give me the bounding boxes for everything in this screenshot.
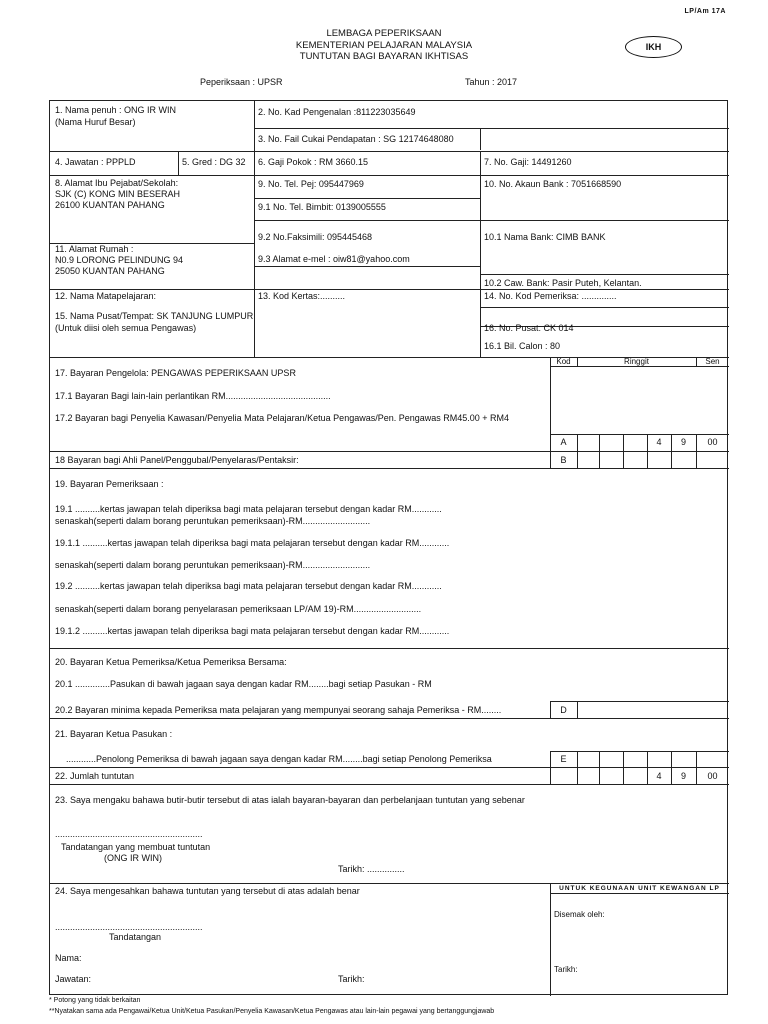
col-ringgit: Ringgit [624, 357, 649, 366]
field-mobile-phone: 9.1 No. Tel. Bimbit: 0139005555 [258, 202, 386, 212]
field-fax: 9.2 No.Faksimili: 095445468 [258, 232, 373, 242]
field-home-address-line2: 25050 KUANTAN PAHANG [55, 266, 165, 276]
col-kod: Kod [556, 357, 571, 366]
field-home-address-line1: N0.9 LORONG PELINDUNG 94 [55, 255, 184, 265]
exam-label: Peperiksaan : UPSR [200, 77, 283, 87]
payment-21-detail: ............Penolong Pemeriksa di bawah jagaan saya dengan kadar RM........bagi setiap Penolong Pemeriksa [66, 754, 492, 764]
payment-21: 21. Bayaran Ketua Pasukan : [55, 729, 173, 739]
field-salary-number: 7. No. Gaji: 14491260 [484, 157, 572, 167]
total-digit2: 9 [680, 771, 686, 781]
amount-a-digit2: 9 [680, 437, 686, 447]
field-basic-salary: 6. Gaji Pokok : RM 3660.15 [258, 157, 369, 167]
field-paper-code: 13. Kod Kertas:.......... [258, 291, 346, 301]
payment-19-2: 19.2 ..........kertas jawapan telah diperiksa bagi mata pelajaran tersebut dengan kadar RM............ [55, 581, 442, 591]
office-date-label: Tarikh: [554, 965, 578, 974]
field-bank-branch: 10.2 Caw. Bank: Pasir Puteh, Kelantan. [484, 278, 642, 288]
field-office-address: 8. Alamat Ibu Pejabat/Sekolah: [55, 178, 179, 188]
field-office-phone: 9. No. Tel. Pej: 095447969 [258, 179, 364, 189]
verifier-position-label: Jawatan: [55, 974, 92, 984]
field-position: 4. Jawatan : PPPLD [55, 157, 136, 167]
payment-20-1: 20.1 ..............Pasukan di bawah jagaan saya dengan kadar RM........bagi setiap Pasukan - RM [55, 679, 432, 689]
ikh-badge: IKH [625, 36, 682, 58]
checked-by-label: Disemak oleh: [554, 910, 605, 919]
field-centre-name: 15. Nama Pusat/Tempat: SK TANJUNG LUMPUR [55, 311, 254, 321]
total-sen: 00 [707, 771, 718, 781]
field-email: 9.3 Alamat e-mel : oiw81@yahoo.com [258, 254, 410, 264]
payment-20-2: 20.2 Bayaran minima kepada Pemeriksa mata pelajaran yang mempunyai seorang sahaja Pemeriksa - RM........ [55, 705, 502, 715]
field-bank-account: 10. No. Akaun Bank : 7051668590 [484, 179, 622, 189]
signature-line: ........................................................... [55, 829, 203, 839]
declaration-24: 24. Saya mengesahkan bahawa tuntutan yang tersebut di atas adalah benar [55, 886, 360, 896]
field-subject-name: 12. Nama Matapelajaran: [55, 291, 157, 301]
field-centre-note: (Untuk diisi oleh semua Pengawas) [55, 323, 197, 333]
claim-date: Tarikh: ............... [338, 864, 405, 874]
code-a: A [560, 437, 567, 447]
field-candidate-count: 16.1 Bil. Calon : 80 [484, 341, 561, 351]
field-bank-name: 10.1 Nama Bank: CIMB BANK [484, 232, 606, 242]
field-office-address-line2: 26100 KUANTAN PAHANG [55, 200, 165, 210]
field-office-address-line1: SJK (C) KONG MIN BESERAH [55, 189, 181, 199]
claimant-name: (ONG IR WIN) [104, 853, 162, 863]
payment-18: 18 Bayaran bagi Ahli Panel/Penggubal/Penyelaras/Pentaksir: [55, 455, 299, 465]
payment-19-2-b: senaskah(seperti dalam borang penyelarasan pemeriksaan LP/AM 19)-RM........................... [55, 604, 422, 614]
header-line-2: KEMENTERIAN PELAJARAN MALAYSIA [295, 40, 473, 51]
footnote-2: **Nyatakan sama ada Pengawai/Ketua Unit/Ketua Pasukan/Penyelia Kawasan/Ketua Pengawas atau lain-lain pegawai yang bertanggungjawab [49, 1008, 495, 1015]
payment-19-1-1-b: senaskah(seperti dalam borang peruntukan pemeriksaan)-RM........................... [55, 560, 371, 570]
verifier-date-label: Tarikh: [338, 974, 365, 984]
total-claim-label: 22. Jumlah tuntutan [55, 771, 135, 781]
field-grade: 5. Gred : DG 32 [182, 157, 246, 167]
office-use-title: UNTUK KEGUNAAN UNIT KEWANGAN LP [559, 885, 720, 892]
year-label: Tahun : 2017 [465, 77, 518, 87]
verifier-signature-line: ........................................................... [55, 922, 203, 932]
verifier-signature-label: Tandatangan [109, 932, 162, 942]
payment-20: 20. Bayaran Ketua Pemeriksa/Ketua Pemeriksa Bersama: [55, 657, 287, 667]
field-tax-file: 3. No. Fail Cukai Pendapatan : SG 12174648080 [258, 134, 454, 144]
amount-a-digit1: 4 [656, 437, 662, 447]
field-full-name: 1. Nama penuh : ONG IR WIN [55, 105, 177, 115]
header-line-3: TUNTUTAN BAGI BAYARAN IKHTISAS [299, 51, 469, 62]
code-e: E [560, 754, 567, 764]
footnote-1: * Potong yang tidak berkaitan [49, 997, 141, 1004]
amount-a-sen: 00 [707, 437, 718, 447]
payment-19-1-2: 19.1.2 ..........kertas jawapan telah diperiksa bagi mata pelajaran tersebut dengan kadar RM............ [55, 626, 450, 636]
form-reference: LP/Am 17A [684, 8, 726, 15]
verifier-name-label: Nama: [55, 953, 82, 963]
field-home-address: 11. Alamat Rumah : [55, 244, 134, 254]
declaration-23: 23. Saya mengaku bahawa butir-butir tersebut di atas ialah bayaran-bayaran dan perbelanjaan tuntutan yang sebenar [55, 795, 525, 805]
total-digit1: 4 [656, 771, 662, 781]
claimant-signature-label: Tandatangan yang membuat tuntutan [61, 842, 211, 852]
payment-17-2: 17.2 Bayaran bagi Penyelia Kawasan/Penyelia Mata Pelajaran/Ketua Pengawas/Pen. Pengawas RM45.00 + RM4 [55, 413, 510, 423]
payment-19: 19. Bayaran Pemeriksaan : [55, 479, 164, 489]
payment-17: 17. Bayaran Pengelola: PENGAWAS PEPERIKSAAN UPSR [55, 368, 296, 378]
payment-19-1-b: senaskah(seperti dalam borang peruntukan pemeriksaan)-RM........................... [55, 516, 371, 526]
claim-form-table [49, 100, 728, 995]
code-d: D [560, 705, 567, 715]
field-full-name-note: (Nama Huruf Besar) [55, 117, 136, 127]
payment-19-1: 19.1 ..........kertas jawapan telah diperiksa bagi mata pelajaran tersebut dengan kadar RM............ [55, 504, 442, 514]
field-ic-number: 2. No. Kad Pengenalan :811223035649 [258, 107, 416, 117]
payment-19-1-1: 19.1.1 ..........kertas jawapan telah diperiksa bagi mata pelajaran tersebut dengan kadar RM............ [55, 538, 450, 548]
col-sen: Sen [705, 357, 720, 366]
field-examiner-code: 14. No. Kod Pemeriksa: .............. [484, 291, 617, 301]
field-centre-number: 16. No. Pusat: CK 014 [484, 323, 574, 333]
code-b: B [560, 455, 567, 465]
payment-17-1: 17.1 Bayaran Bagi lain-lain perlantikan RM.......................................... [55, 391, 331, 401]
header-line-1: LEMBAGA PEPERIKSAAN [326, 28, 442, 39]
